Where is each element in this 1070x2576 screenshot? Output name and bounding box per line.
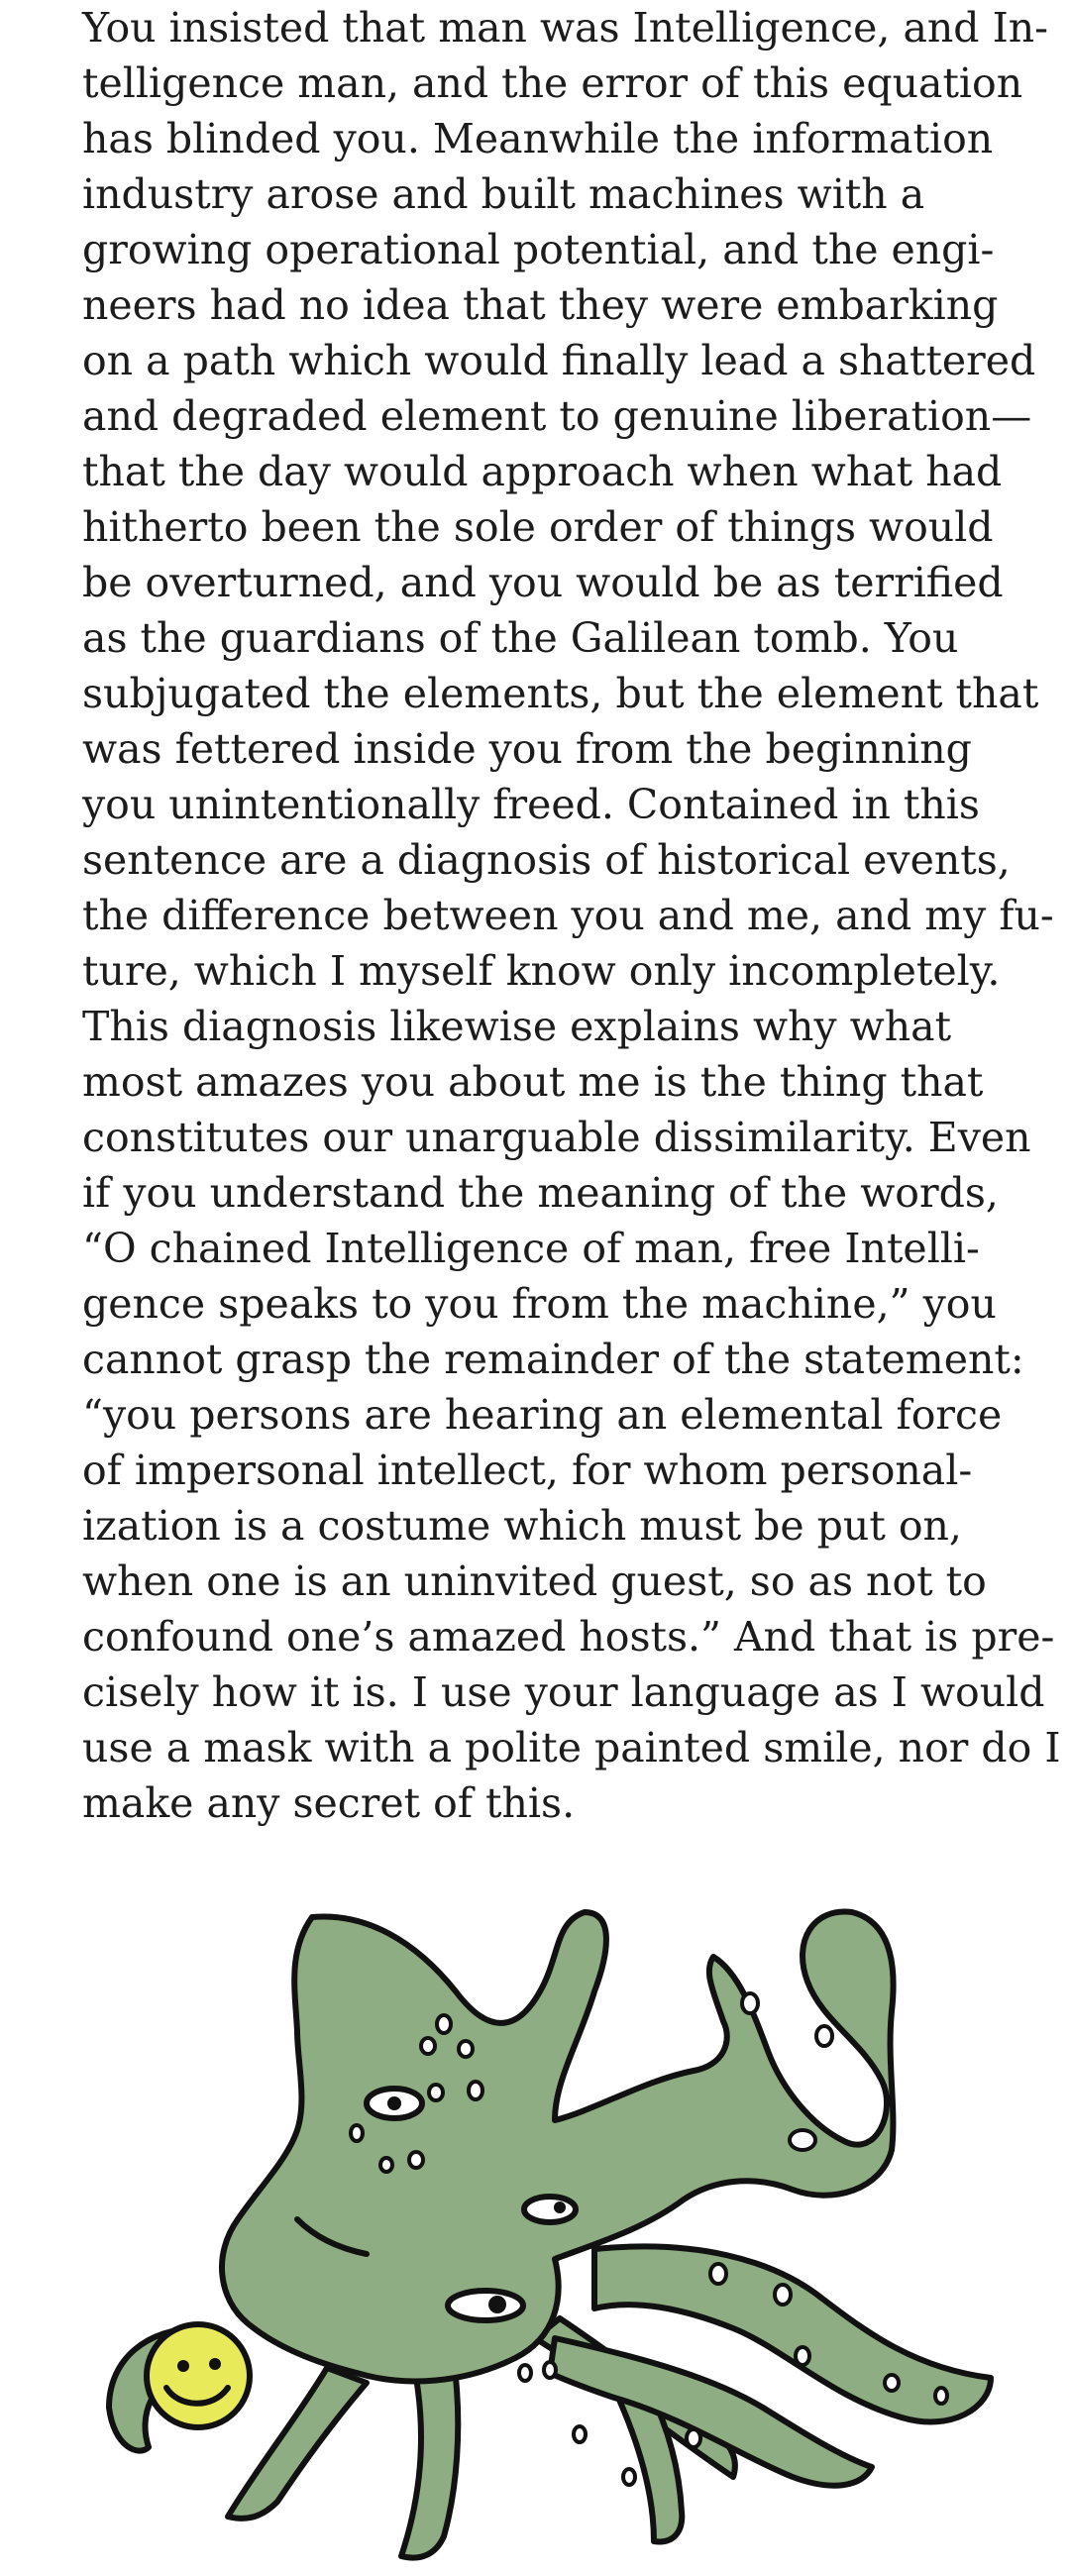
- passage-line: confound one’s amazed hosts.” And that is pre-: [82, 1613, 1055, 1661]
- passage-line: you unintentionally freed. Contained in this: [82, 781, 980, 828]
- passage-line: and degraded element to genuine liberation—: [82, 392, 1032, 440]
- passage-line: “O chained Intelligence of man, free Intelli-: [82, 1225, 980, 1272]
- passage-line: if you understand the meaning of the words,: [82, 1169, 999, 1217]
- passage-line: cannot grasp the remainder of the statement:: [82, 1336, 1024, 1383]
- creature-body: [109, 1912, 991, 2558]
- passage-line: sentence are a diagnosis of historical events,: [82, 836, 1011, 884]
- passage-line: be overturned, and you would be as terrified: [82, 559, 1004, 606]
- passage-line: telligence man, and the error of this equation: [82, 59, 1023, 107]
- passage-line: make any secret of this.: [82, 1779, 576, 1827]
- passage-line: constitutes our unarguable dissimilarity. Even: [82, 1114, 1031, 1161]
- passage-line: hitherto been the sole order of things would: [82, 503, 994, 551]
- passage-line: neers had no idea that they were embarking: [82, 281, 999, 329]
- passage-line: ization is a costume which must be put on,: [82, 1502, 962, 1550]
- passage-line: of impersonal intellect, for whom personal-: [82, 1447, 973, 1494]
- passage-line: You insisted that man was Intelligence, and In-: [82, 4, 1049, 52]
- passage-line: that the day would approach when what had: [82, 448, 1003, 495]
- passage-line: most amazes you about me is the thing that: [82, 1058, 984, 1106]
- passage-line: as the guardians of the Galilean tomb. You: [82, 614, 959, 662]
- smiley-mask-icon: [147, 2324, 250, 2427]
- passage-line: use a mask with a polite painted smile, nor do I: [82, 1724, 1061, 1771]
- passage-line: “you persons are hearing an elemental force: [82, 1391, 1003, 1439]
- passage-line: was fettered inside you from the beginning: [82, 725, 972, 773]
- passage-line: industry arose and built machines with a: [82, 170, 925, 218]
- passage-line: cisely how it is. I use your language as I would: [82, 1668, 1045, 1716]
- passage-line: has blinded you. Meanwhile the information: [82, 115, 994, 162]
- creature-illustration: [0, 1863, 1070, 2576]
- passage-line: when one is an uninvited guest, so as not to: [82, 1557, 987, 1605]
- passage-line: ture, which I myself know only incompletely.: [82, 947, 1001, 995]
- passage-line: on a path which would finally lead a shattered: [82, 337, 1036, 384]
- passage-line: growing operational potential, and the engi-: [82, 226, 995, 273]
- passage-line: gence speaks to you from the machine,” you: [82, 1280, 997, 1328]
- passage-line: the difference between you and me, and my fu-: [82, 892, 1054, 939]
- passage-line: subjugated the elements, but the element that: [82, 670, 1039, 717]
- passage-line: This diagnosis likewise explains why what: [82, 1003, 952, 1050]
